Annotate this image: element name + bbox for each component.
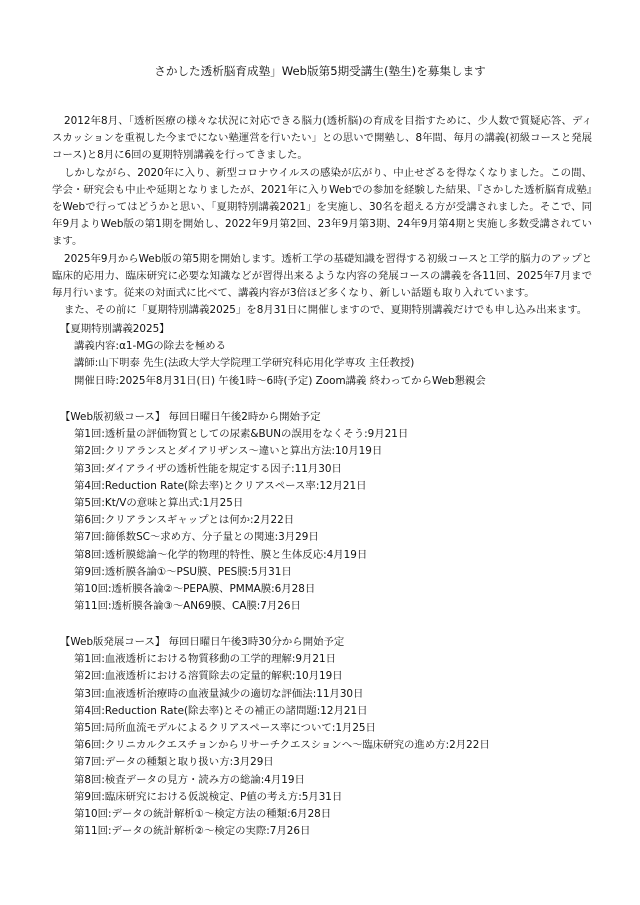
intro-paragraph: 2025年9月からWeb版の第5期を開始します。透析工学の基礎知識を習得する初級コースと工学的脳力のアップと臨床的応用力、臨床研究に必要な知識などが習得出来るような内容の発展コースの講義を各11回、2025年7月まで毎月行います。従来の対面式に比べて、講義内容が3倍ほど多くなり、新しい話題も取り入れています。 bbox=[52, 252, 592, 300]
advanced-course-section bbox=[60, 634, 600, 840]
lecture-item: 第11回:透析膜各論③〜AN69膜、CA膜:7月26日 bbox=[74, 600, 301, 613]
section-heading: 【夏期特別講義2025】 bbox=[60, 323, 170, 335]
intro-body bbox=[52, 113, 592, 319]
lecture-item: 第6回:クリニカルクエスチョンからリサーチクエスションへ〜臨床研究の進め方:2月22日 bbox=[74, 739, 490, 752]
summer-lecture-section bbox=[60, 321, 600, 390]
section-heading: 【Web版発展コース】 毎回日曜日午後3時30分から開始予定 bbox=[60, 636, 345, 648]
lecture-item: 第6回:クリアランスギャップとは何か:2月22日 bbox=[74, 514, 295, 527]
intro-paragraph: しかしながら、2020年に入り、新型コロナウイルスの感染が広がり、中止せざるを得なくなりました。この間、学会・研究会も中止や延期となりましたが、2021年に入りWebでの参加を経験した結果、『さかした透析脳育成塾』をWebで行ってはどうかと思い、「夏期特別講義2021」を実施し、30名を超える方が受講されました。そこで、同年9月よりWeb版の第1期を開始し、2022年9月第2回、23年9月第3期、24年9月第4期と実施し多数受講されています。 bbox=[52, 166, 592, 248]
lecture-item: 第7回:篩係数SC〜求め方、分子量との関連:3月29日 bbox=[74, 531, 319, 544]
lecture-item: 第3回:ダイアライザの透析性能を規定する因子:11月30日 bbox=[74, 462, 342, 475]
lecture-item: 第5回:局所血流モデルによるクリアスペース率について:1月25日 bbox=[74, 722, 376, 735]
lecture-item: 第8回:透析膜総論〜化学的物理的特性、膜と生体反応:4月19日 bbox=[74, 548, 368, 561]
lecture-item: 第5回:Kt/Vの意味と算出式:1月25日 bbox=[74, 497, 244, 510]
lecture-item: 第9回:透析膜各論①〜PSU膜、PES膜:5月31日 bbox=[74, 565, 292, 578]
lecture-item: 第7回:データの種類と取り扱い方:3月29日 bbox=[74, 756, 274, 769]
intro-paragraph: また、その前に「夏期特別講義2025」を8月31日に開催しますので、夏期特別講義だけでも申し込み出来ます。 bbox=[64, 304, 588, 317]
summer-lecture-line: 講師:山下明泰 先生(法政大学大学院理工学研究科応用化学専攻 主任教授) bbox=[74, 357, 415, 370]
lecture-item: 第10回:データの統計解析①〜検定方法の種類:6月28日 bbox=[74, 808, 332, 821]
lecture-item: 第1回:透析量の評価物質としての尿素&BUNの誤用をなくそう:9月21日 bbox=[74, 428, 409, 441]
intro-paragraph: 2012年8月、「透析医療の様々な状況に対応できる脳力(透析脳)の育成を目指すために、少人数で質疑応答、ディスカッションを重視した今までにない塾運営を行いたい」との思いで開塾し、8年間、毎月の講義(初級コースと発展コース)と8月に6回の夏期特別講義を行ってきました。 bbox=[52, 115, 592, 162]
lecture-item: 第1回:血液透析における物質移動の工学的理解:9月21日 bbox=[74, 653, 337, 666]
summer-lecture-line: 講義内容:α1-MGの除去を極める bbox=[74, 340, 227, 353]
summer-lecture-line: 開催日時:2025年8月31日(日) 午後1時〜6時(予定) Zoom講義 終わってからWeb懇親会 bbox=[74, 374, 486, 387]
lecture-item: 第4回:Reduction Rate(除去率)とクリアスペース率:12月21日 bbox=[74, 479, 367, 492]
section-heading: 【Web版初級コース】 毎回日曜日午後2時から開始予定 bbox=[60, 411, 321, 423]
basic-course-section bbox=[60, 409, 600, 615]
lecture-item: 第11回:データの統計解析②〜検定の実際:7月26日 bbox=[74, 825, 311, 838]
lecture-item: 第10回:透析膜各論②〜PEPA膜、PMMA膜:6月28日 bbox=[74, 583, 316, 596]
lecture-item: 第2回:クリアランスとダイアリザンス〜違いと算出方法:10月19日 bbox=[74, 445, 383, 458]
lecture-item: 第9回:臨床研究における仮説検定、P値の考え方:5月31日 bbox=[74, 790, 343, 803]
page-title: さかした透析脳育成塾」Web版第5期受講生(塾生)を募集します bbox=[154, 64, 486, 78]
lecture-item: 第2回:血液透析における溶質除去の定量的解釈:10月19日 bbox=[74, 670, 343, 683]
lecture-item: 第3回:血液透析治療時の血液量減少の適切な評価法:11月30日 bbox=[74, 687, 364, 700]
lecture-item: 第8回:検査データの見方・読み方の総論:4月19日 bbox=[74, 773, 305, 786]
lecture-item: 第4回:Reduction Rate(除去率)とその補正の諸問題:12月21日 bbox=[74, 704, 368, 717]
